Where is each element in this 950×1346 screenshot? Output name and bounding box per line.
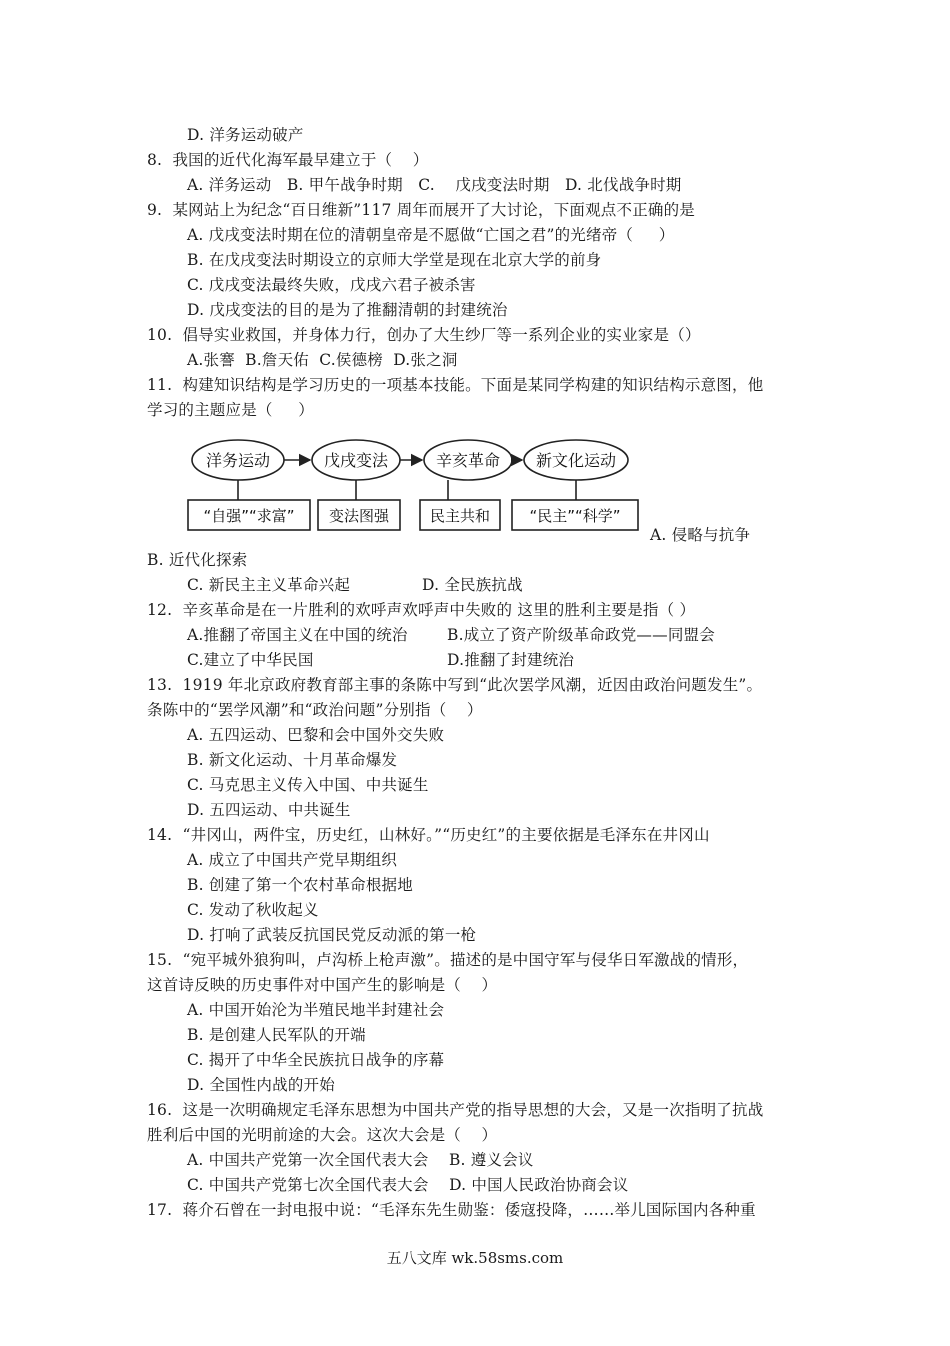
question-10-options: A.张謇 B.詹天佑 C.侯德榜 D.张之洞 <box>187 351 458 369</box>
question-16-options-ab: A. 中国共产党第一次全国代表大会 B. 遵义会议 <box>187 1151 534 1169</box>
question-9-option-a: A. 戊戌变法时期在位的清朝皇帝是不愿做“亡国之君”的光绪帝（ ） <box>187 226 675 244</box>
question-15-option-c: C. 揭开了中华全民族抗日战争的序幕 <box>187 1051 445 1069</box>
question-13-option-b: B. 新文化运动、十月革命爆发 <box>187 751 398 769</box>
question-13-option-a: A. 五四运动、巴黎和会中国外交失败 <box>187 726 445 744</box>
question-11-option-d: D. 全民族抗战 <box>422 576 523 594</box>
question-12-option-b: B.成立了资产阶级革命政党——同盟会 <box>447 626 715 644</box>
question-11-option-c: C. 新民主主义革命兴起 <box>187 576 351 594</box>
knowledge-structure-diagram <box>186 432 646 544</box>
question-12: 12. 辛亥革命是在一片胜利的欢呼声欢呼声中失败的 这里的胜利主要是指（ ） <box>147 601 696 619</box>
question-14-option-c: C. 发动了秋收起义 <box>187 901 319 919</box>
question-13: 13. 1919 年北京政府教育部主事的条陈中写到“此次罢学风潮，近因由政治问题发生”。 <box>147 676 763 694</box>
question-12-option-c: C.建立了中华民国 <box>187 651 314 669</box>
question-11: 11. 构建知识结构是学习历史的一项基本技能。下面是某同学构建的知识结构示意图，他 <box>147 376 764 394</box>
question-12-option-d: D.推翻了封建统治 <box>447 651 575 669</box>
question-9-option-d: D. 戊戌变法的目的是为了推翻清朝的封建统治 <box>187 301 508 319</box>
question-16: 16. 这是一次明确规定毛泽东思想为中国共产党的指导思想的大会，又是一次指明了抗战 <box>147 1101 764 1119</box>
question-11-option-b: B. 近代化探索 <box>147 551 248 569</box>
question-16-cont: 胜利后中国的光明前途的大会。这次大会是（ ） <box>147 1126 498 1144</box>
question-11-cont: 学习的主题应是（ ） <box>147 401 314 419</box>
slogan-label: “民主”“科学” <box>529 507 621 525</box>
question-15-option-b: B. 是创建人民军队的开端 <box>187 1026 366 1044</box>
question-14-option-b: B. 创建了第一个农村革命根据地 <box>187 876 413 894</box>
slogan-label: “自强”“求富” <box>203 507 295 525</box>
event-label: 洋务运动 <box>205 451 271 470</box>
question-13-option-c: C. 马克思主义传入中国、中共诞生 <box>187 776 429 794</box>
question-15-cont: 这首诗反映的历史事件对中国产生的影响是（ ） <box>147 976 498 994</box>
question-10: 10. 倡导实业救国，并身体力行，创办了大生纱厂等一系列企业的实业家是（） <box>147 326 701 344</box>
question-16-options-cd: C. 中国共产党第七次全国代表大会 D. 中国人民政治协商会议 <box>187 1176 629 1194</box>
question-13-cont: 条陈中的“罢学风潮”和“政治问题”分别指（ ） <box>147 701 483 719</box>
question-8-options: A. 洋务运动 B. 甲午战争时期 C. 戊戌变法时期 D. 北伐战争时期 <box>187 176 682 194</box>
line-1: D. 洋务运动破产 <box>187 126 304 144</box>
slogan-label: 变法图强 <box>328 507 390 525</box>
question-17: 17. 蒋介石曾在一封电报中说：“毛泽东先生勋鉴：倭寇投降，……举儿国际国内各种重 <box>147 1201 756 1219</box>
page-footer: 五八文库 wk.58sms.com <box>386 1249 564 1267</box>
question-14: 14. “井冈山，两件宝，历史红，山林好。”“历史红”的主要依据是毛泽东在井冈山 <box>147 826 710 844</box>
question-15: 15. “宛平城外狼狗叫，卢沟桥上枪声激”。描述的是中国守军与侵华日军激战的情形， <box>147 951 749 969</box>
question-12-option-a: A.推翻了帝国主义在中国的统治 <box>187 626 408 644</box>
question-9-option-b: B. 在戊戌变法时期设立的京师大学堂是现在北京大学的前身 <box>187 251 602 269</box>
event-label: 新文化运动 <box>535 451 617 470</box>
slogan-label: 民主共和 <box>429 507 491 525</box>
question-8: 8. 我国的近代化海军最早建立于（ ） <box>147 151 429 169</box>
question-11-option-a: A. 侵略与抗争 <box>650 526 751 544</box>
question-9: 9. 某网站上为纪念“百日维新”117 周年而展开了大讨论，下面观点不正确的是 <box>147 201 696 219</box>
question-9-option-c: C. 戊戌变法最终失败，戊戌六君子被杀害 <box>187 276 476 294</box>
event-label: 辛亥革命 <box>435 451 501 470</box>
question-14-option-a: A. 成立了中国共产党早期组织 <box>187 851 398 869</box>
question-15-option-a: A. 中国开始沦为半殖民地半封建社会 <box>187 1001 445 1019</box>
event-label: 戊戌变法 <box>323 451 389 470</box>
question-13-option-d: D. 五四运动、中共诞生 <box>187 801 351 819</box>
question-15-option-d: D. 全国性内战的开始 <box>187 1076 335 1094</box>
question-14-option-d: D. 打响了武装反抗国民党反动派的第一枪 <box>187 926 477 944</box>
